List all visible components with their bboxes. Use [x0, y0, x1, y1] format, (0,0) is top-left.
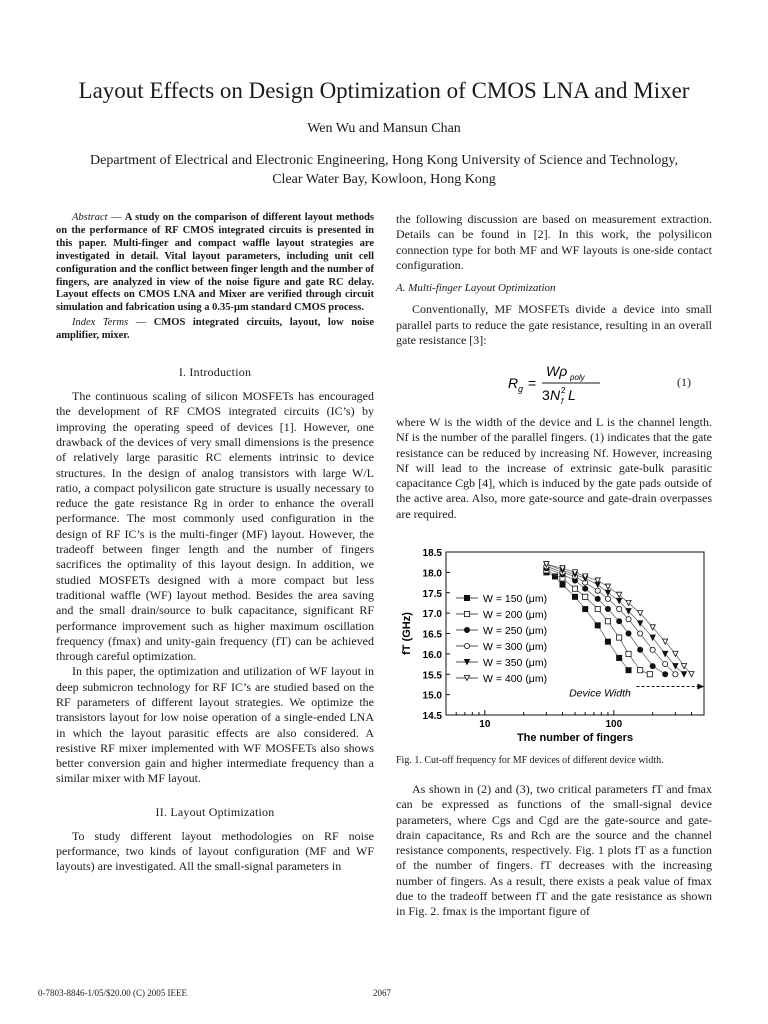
data-point	[605, 590, 610, 595]
svg-text:2: 2	[561, 386, 566, 395]
data-point	[605, 584, 610, 589]
x-tick-label: 100	[605, 719, 623, 730]
figure-1-caption: Fig. 1. Cut-off frequency for MF devices of different device width.	[396, 755, 664, 766]
data-point	[595, 623, 600, 628]
series-line	[546, 564, 684, 674]
right-paragraph-1: Conventionally, MF MOSFETs divide a device into small parallel parts to reduce the gate resistance, resulting in an overall gate resistance [3]:	[396, 302, 712, 348]
svg-text:g: g	[518, 384, 524, 394]
data-point	[626, 617, 631, 622]
data-point	[617, 606, 622, 611]
data-point	[595, 596, 600, 601]
figure-1-chart	[396, 540, 716, 750]
data-point	[626, 668, 631, 673]
data-point	[689, 672, 694, 677]
abstract-label: Abstract	[72, 212, 108, 223]
svg-text:3: 3	[542, 387, 550, 403]
annotation-arrow-head	[697, 683, 704, 689]
y-tick-label: 16.5	[422, 629, 442, 641]
legend-marker	[464, 611, 469, 616]
y-tick-label: 14.5	[422, 711, 442, 722]
section-2-paragraph-1: To study different layout methodologies on RF noise performance, two kinds of layout configuration (MF and WF layouts) are investigated. All the small-signal parameters in	[56, 828, 374, 874]
svg-text:=: =	[528, 375, 537, 391]
right-column-bottom	[396, 782, 712, 920]
y-tick-label: 16.0	[422, 649, 442, 661]
data-point	[572, 586, 577, 591]
section-2-heading: II. Layout Optimization	[155, 804, 275, 819]
index-terms-label: Index Terms	[72, 317, 129, 329]
legend-label: W = 200 (μm)	[483, 609, 548, 621]
y-tick-label: 15.5	[422, 670, 442, 682]
page-number: 2067	[373, 988, 391, 998]
data-point	[617, 655, 622, 660]
right-paragraph-0: the following discussion are based on measurement extraction. Details can be found in [2]. In this work, the polysilicon connection type for both MF and WF layouts is one-side contact configuration.	[396, 212, 712, 272]
data-point	[617, 635, 622, 640]
legend-marker	[464, 595, 469, 600]
svg-text:R: R	[508, 375, 519, 391]
footer-copyright: 0-7803-8846-1/05/$20.00 (C) 2005 IEEE	[38, 988, 187, 998]
x-tick-label: 10	[479, 719, 491, 730]
equation-1	[508, 360, 728, 406]
right-column-top	[396, 212, 712, 348]
data-point	[681, 672, 686, 677]
index-terms-text: CMOS integrated circuits, layout, low noise amplifier, mixer.	[56, 317, 374, 342]
y-tick-label: 17.0	[422, 609, 442, 621]
y-tick-label: 15.0	[422, 690, 442, 702]
equation-number: (1)	[677, 375, 691, 389]
section-1-body	[56, 389, 374, 787]
data-point	[595, 588, 600, 593]
data-point	[595, 606, 600, 611]
legend-label: W = 350 (μm)	[483, 657, 548, 669]
abstract: Abstract — A study on the comparison of different layout methods on the performance of RF CMOS integrated circuits is presented in this paper. Multi-finger and compact waffle layout strategies are investigated in detail. Vital layout parameters, including unit cell configuration and the conflict between finger length and the number of fingers, are analyzed in view of the noise figure and gate RC delay. Layout effects on CMOS LNA and Mixer are verified through circuit simulation and fabrication using a 0.35-μm standard CMOS process. Index Terms — CMOS integrated circuits, layout, low noise amplifier, mixer.	[56, 212, 374, 342]
data-point	[605, 639, 610, 644]
annotation-label: Device Width	[569, 687, 631, 700]
authors: Wen Wu and Mansun Chan	[307, 121, 461, 136]
section-2-body	[56, 829, 374, 875]
svg-text:L: L	[568, 387, 576, 403]
y-tick-label: 18.5	[422, 548, 442, 559]
legend-marker	[464, 627, 469, 632]
data-point	[626, 631, 631, 636]
left-column	[56, 212, 374, 875]
y-tick-label: 18.0	[422, 568, 442, 580]
data-point	[647, 672, 652, 677]
svg-text:poly: poly	[570, 373, 585, 382]
data-point	[605, 619, 610, 624]
legend-label: W = 300 (μm)	[483, 641, 548, 653]
data-point	[572, 594, 577, 599]
data-point	[583, 586, 588, 591]
affiliation-line-1: Department of Electrical and Electronic Engineering, Hong Kong University of Science and Technology,	[90, 153, 678, 168]
data-point	[617, 619, 622, 624]
right-paragraph-2: where W is the width of the device and L is the channel length. Nf is the number of the parallel fingers. (1) indicates that the gate resistance can be reduced by increasing Nf. However, increasing Nf will lead to the increase of extrinsic gate-bulk parasitic capacitance Cgb [4], which is induced by the gate pads outside of the active area. Also, more gate-source and gate-drain overpasses are required.	[396, 415, 712, 521]
legend-label: W = 250 (μm)	[483, 625, 548, 637]
data-point	[583, 594, 588, 599]
data-point	[650, 664, 655, 669]
svg-text:N: N	[550, 387, 561, 403]
data-point	[638, 668, 643, 673]
data-point	[663, 661, 668, 666]
data-point	[626, 651, 631, 656]
svg-text:Wρ: Wρ	[546, 363, 568, 379]
legend-label: W = 400 (μm)	[483, 673, 548, 685]
data-point	[605, 606, 610, 611]
y-tick-label: 17.5	[422, 588, 442, 600]
data-point	[638, 631, 643, 636]
right-column-mid	[396, 415, 712, 522]
affiliation	[40, 151, 728, 189]
intro-paragraph-2: In this paper, the optimization and utilization of WF layout in deep submicron technology for RF IC’s are studied based on the RF parameters of different layout strategies. We optimize the transistors layout for low noise operation of a single-ended LNA in which the layout parasitic effects are also considered. A resistive RF mixer implemented with WF MOSFETs also shows better conversion gain and higher intermediate frequency than a similar mixer with MF layout.	[56, 664, 374, 786]
paper-title: Layout Effects on Design Optimization of CMOS LNA and Mixer	[78, 78, 690, 103]
data-point	[560, 582, 565, 587]
data-point	[673, 672, 678, 677]
abstract-text: A study on the comparison of different layout methods on the performance of RF CMOS integrated circuits is presented in this paper. Multi-finger and compact waffle layout strategies are investigated in detail. Vital layout parameters, including unit cell configuration and the conflict between finger length and the number of fingers, are analyzed in view of the noise figure and gate RC delay. Layout effects on CMOS LNA and Mixer are verified through circuit simulation and fabrication using a 0.35-μm standard CMOS process.	[56, 212, 374, 314]
legend-label: W = 150 (μm)	[483, 593, 548, 605]
affiliation-line-2: Clear Water Bay, Kowloon, Hong Kong	[272, 172, 496, 187]
legend-marker	[464, 643, 469, 648]
x-axis-label: The number of fingers	[516, 732, 634, 744]
data-point	[583, 606, 588, 611]
svg-text:f: f	[561, 397, 564, 406]
y-axis-label: fT (GHz)	[401, 612, 413, 655]
data-point	[673, 651, 678, 656]
data-point	[605, 596, 610, 601]
data-point	[663, 672, 668, 677]
data-point	[650, 647, 655, 652]
data-point	[638, 647, 643, 652]
section-1-heading: I. Introduction	[178, 365, 252, 380]
intro-paragraph-1: The continuous scaling of silicon MOSFETs has encouraged the development of RF CMOS integrated circuits (IC’s) by improving the operating speed of devices [1]. However, one drawback of the devices of very small dimensions is the presence of relatively large parasitic RC elements intrinsic to device structures. In the design of analog transistors with large W/L ratio, a compact polysilicon gate structure is usually necessary to reduce the gate resistance Rg in order to enhance the overall performance. The most commonly used configuration in the design of RF IC’s is the multi-finger (MF) layout. However, the tradeoff between finger length and the number of fingers sacrifices the optimality of this layout design. In addition, we studied MOSFETs designed with a more compact but less traditional waffle (WF) layout method. Besides the area saving and the small drain/source to bulk capacitance, significant RF performance improvement such as higher maximum oscillation frequency (fmax) and unity-gain frequency (fT) can be achieved through careful optimization.	[56, 389, 374, 664]
subsection-a-heading: A. Multi-finger Layout Optimization	[396, 282, 556, 295]
right-paragraph-3: As shown in (2) and (3), two critical parameters fT and fmax can be expressed as functions of the small-signal device parameters, where Cgs and Cgd are the gate-source and gate-drain capacitance, Rs and Rch are the source and the channel resistance components, respectively. Fig. 1 plots fT as a function of the number of fingers. fT decreases with the increasing number of fingers. As a result, there exists a peak value of fmax due to the tradeoff between fT and the gate resistance as shown in Fig. 2. fmax is the important figure of	[396, 782, 712, 919]
